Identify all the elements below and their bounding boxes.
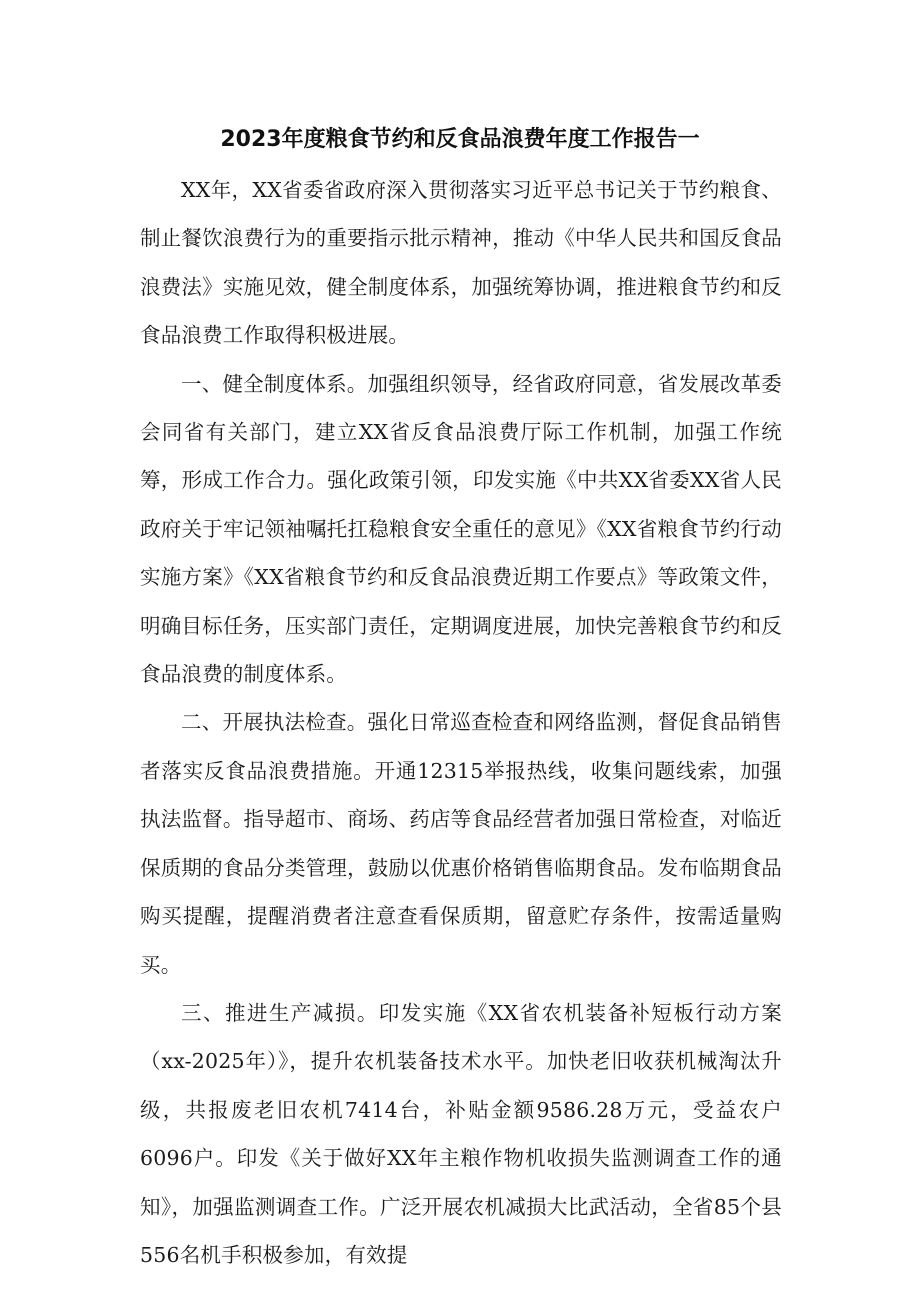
document-title: 2023年度粮食节约和反食品浪费年度工作报告一 [220, 127, 700, 152]
paragraph-section-2: 二、开展执法检查。强化日常巡查检查和网络监测，督促食品销售者落实反食品浪费措施。开通12315举报热线，收集问题线索，加强执法监督。指导超市、商场、药店等食品经营者加强日常检查，对临近保质期的食品分类管理，鼓励以优惠价格销售临期食品。发布临期食品购买提醒，提醒消费者注意查看保质期，留意贮存条件，按需适量购买。 [140, 710, 782, 977]
paragraph-section-1: 一、健全制度体系。加强组织领导，经省政府同意，省发展改革委会同省有关部门，建立XX省反食品浪费厅际工作机制，加强工作统筹，形成工作合力。强化政策引领，印发实施《中共XX省委XX省人民政府关于牢记领袖嘱托扛稳粮食安全重任的意见》《XX省粮食节约行动实施方案》《XX省粮食节约和反食品浪费近期工作要点》等政策文件，明确目标任务，压实部门责任，定期调度进展，加快完善粮食节约和反食品浪费的制度体系。 [140, 371, 782, 687]
paragraph-section-3: 三、推进生产减损。印发实施《XX省农机装备补短板行动方案（xx-2025年）》，提升农机装备技术水平。加快老旧收获机械淘汰升级，共报废老旧农机7414台，补贴金额9586.28万元，受益农户6096户。印发《关于做好XX年主粮作物机收损失监测调查工作的通知》，加强监测调查工作。广泛开展农机减损大比武活动，全省85个县556名机手积极参加，有效提 [140, 1000, 782, 1267]
paragraph-intro: XX年，XX省委省政府深入贯彻落实习近平总书记关于节约粮食、制止餐饮浪费行为的重要指示批示精神，推动《中华人民共和国反食品浪费法》实施见效，健全制度体系，加强统筹协调，推进粮食节约和反食品浪费工作取得积极进展。 [140, 178, 782, 348]
document-body [140, 166, 782, 1279]
